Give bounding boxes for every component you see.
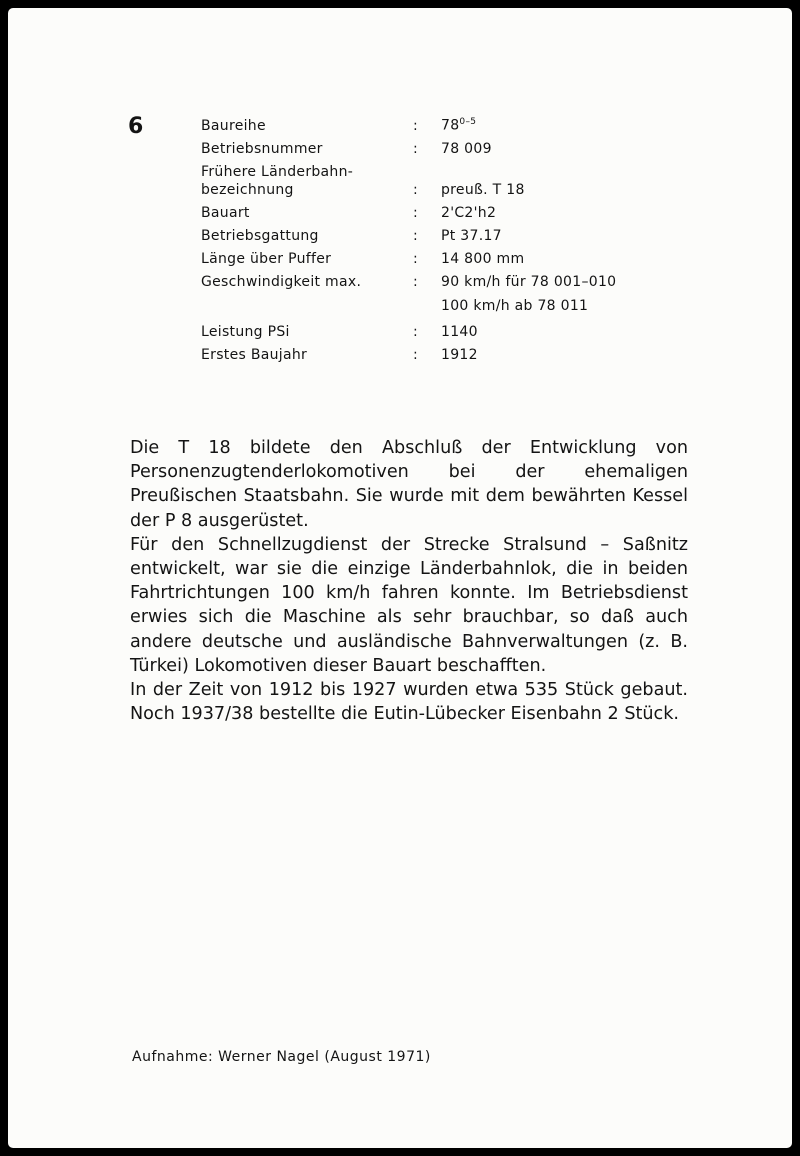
- spec-row-betriebsgattung: [201, 227, 721, 250]
- spec-label: Erstes Baujahr: [201, 346, 308, 363]
- spec-colon: :: [413, 117, 419, 134]
- card-number: 6: [128, 114, 144, 139]
- spec-colon: :: [413, 273, 419, 290]
- spec-colon: :: [413, 140, 419, 157]
- spec-value: [441, 113, 721, 135]
- description-paragraph: Die T 18 bildete den Abschluß der Entwicklung von Personenzugtenderlokomotiven bei der ehemaligen Preußischen Staatsbahn. Sie wurde mit dem bewährten Kessel der P 8 ausgerüstet.: [130, 438, 688, 531]
- spec-label: Leistung PSi: [201, 323, 290, 340]
- spec-colon: :: [413, 204, 419, 221]
- spec-label: Frühere Länderbahn- bezeichnung: [201, 163, 354, 198]
- photo-credit: Aufnahme: Werner Nagel (August 1971): [132, 1049, 431, 1065]
- spec-colon: :: [413, 181, 419, 198]
- spec-row-leistung: [201, 323, 721, 346]
- spec-label: Baureihe: [201, 117, 266, 134]
- spec-row-bauart: [201, 204, 721, 227]
- spec-value: 2'C2'h2: [441, 204, 497, 221]
- spec-label: Geschwindigkeit max.: [201, 273, 362, 290]
- spec-row-laenderbahn: [201, 163, 721, 204]
- spec-row-betriebsnummer: [201, 140, 721, 163]
- spec-value: 78 009: [441, 140, 492, 157]
- spec-colon: :: [413, 227, 419, 244]
- spec-value: 90 km/h für 78 001–010 100 km/h ab 78 011: [441, 273, 617, 314]
- spec-value: 1912: [441, 346, 478, 363]
- spec-value: Pt 37.17: [441, 227, 502, 244]
- spec-value: 1140: [441, 323, 478, 340]
- spec-value: 14 800 mm: [441, 250, 525, 267]
- spec-label: Bauart: [201, 204, 250, 221]
- spec-label: Betriebsgattung: [201, 227, 319, 244]
- spec-colon: :: [413, 250, 419, 267]
- spec-value-main: 78: [441, 117, 460, 134]
- spec-row-baujahr: [201, 346, 721, 369]
- spec-colon: :: [413, 346, 419, 363]
- spec-label: Länge über Puffer: [201, 250, 332, 267]
- description-text: [130, 436, 688, 726]
- description-paragraph: In der Zeit von 1912 bis 1927 wurden etwa 535 Stück gebaut. Noch 1937/38 bestellte die Eutin-Lübecker Eisenbahn 2 Stück.: [130, 680, 688, 725]
- spec-value: preuß. T 18: [441, 181, 525, 198]
- spec-value-superscript: 0–5: [459, 117, 477, 127]
- spec-row-baureihe: [201, 113, 721, 140]
- spec-table: [201, 113, 721, 369]
- spec-label: Betriebsnummer: [201, 140, 323, 157]
- postcard-back: [8, 8, 792, 1148]
- spec-row-geschwindigkeit: [201, 273, 721, 323]
- description-paragraph: Für den Schnellzugdienst der Strecke Stralsund – Saßnitz entwickelt, war sie die einzige Länderbahnlok, die in beiden Fahrtrichtungen 100 km/h fahren konnte. Im Betriebsdienst erwies sich die Maschine als sehr brauchbar, so daß auch andere deutsche und ausländische Bahnverwaltungen (z. B. Türkei) Lokomotiven dieser Bauart beschafften.: [130, 534, 688, 676]
- spec-colon: :: [413, 323, 419, 340]
